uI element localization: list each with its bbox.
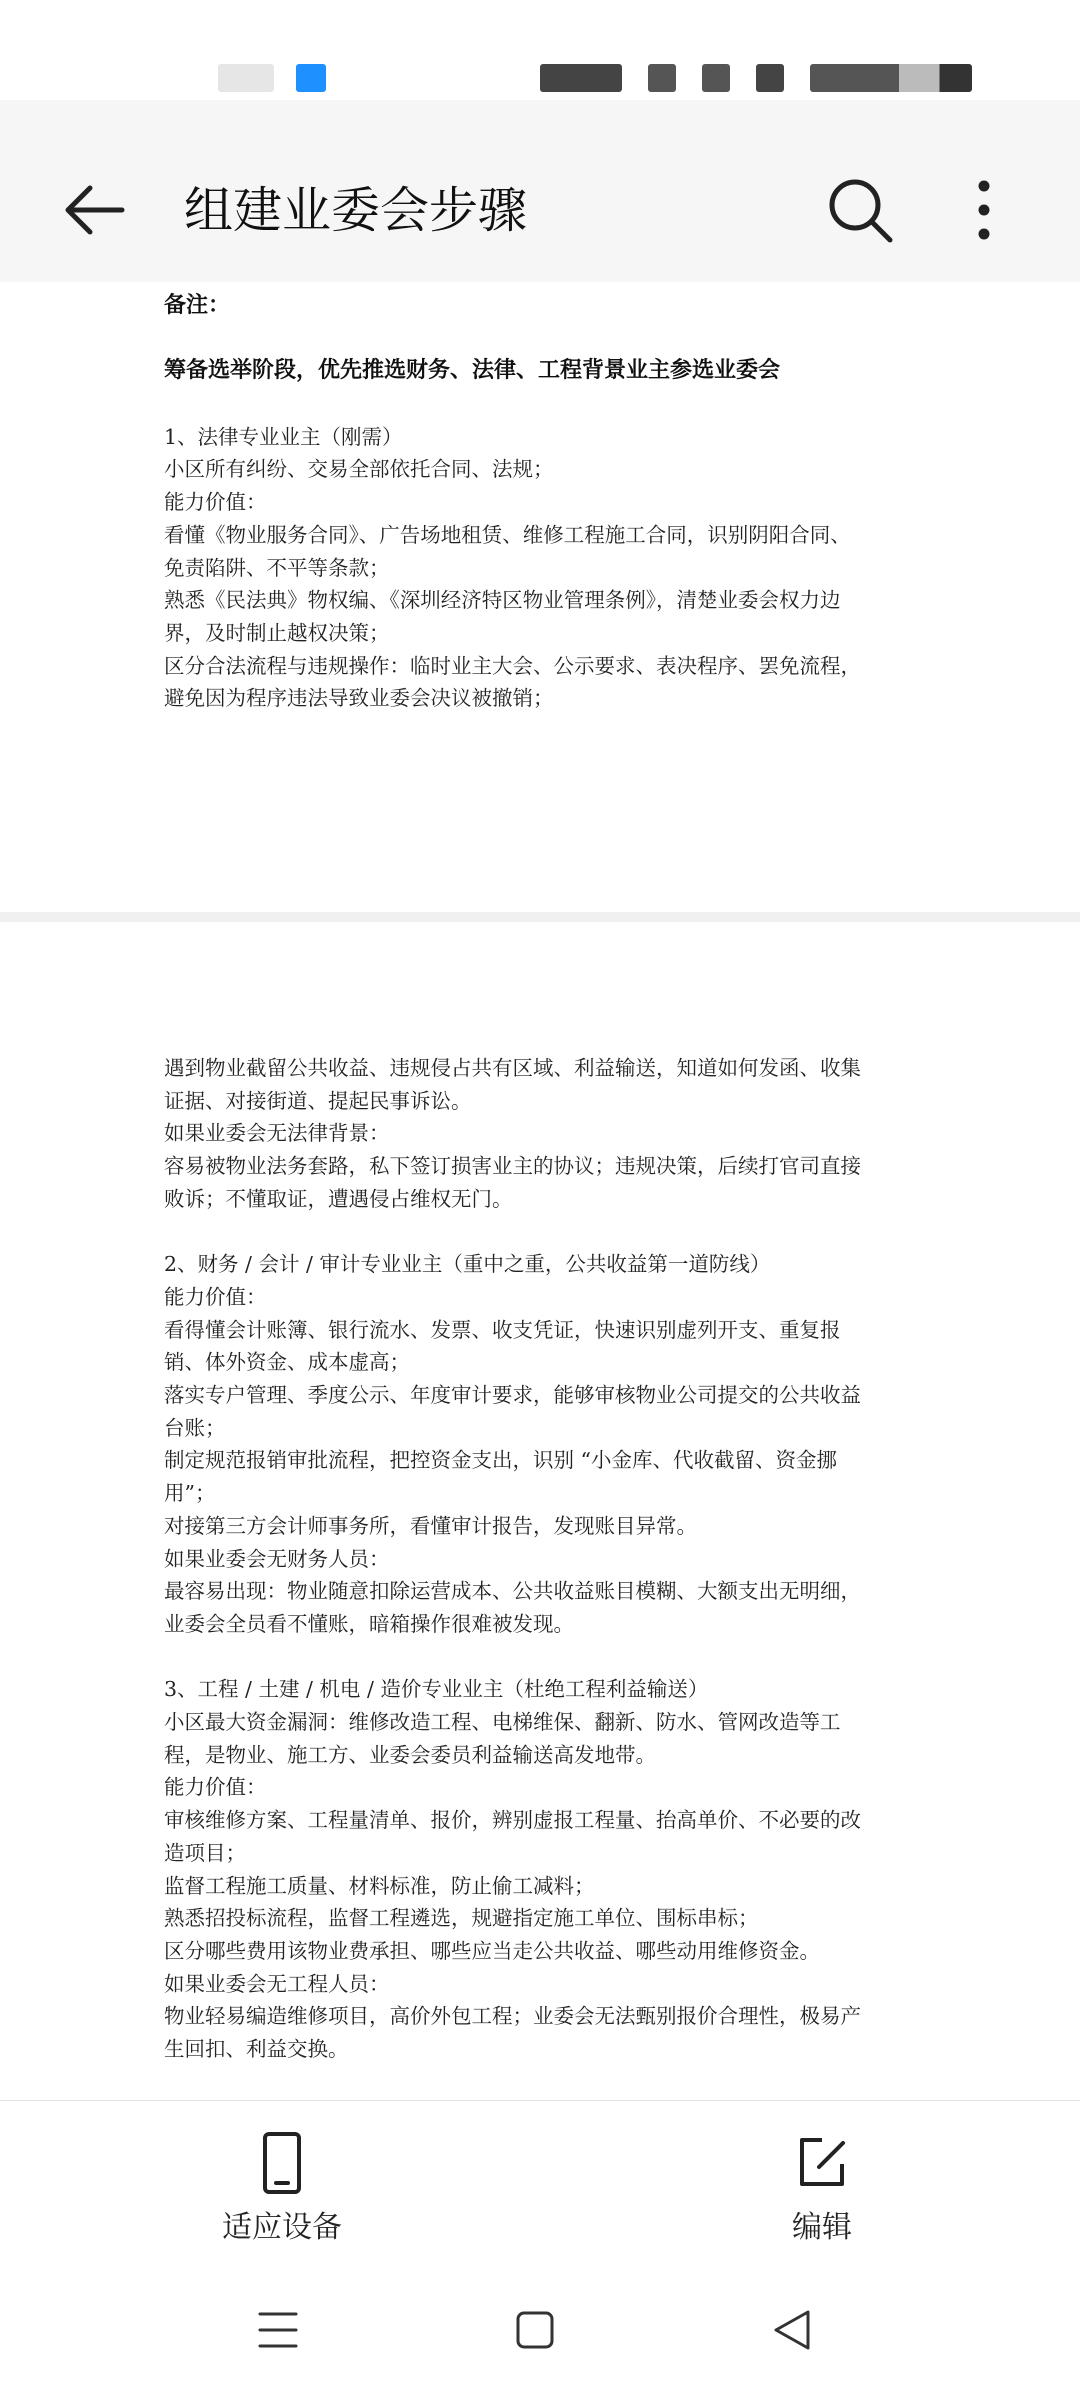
text-line: 区分哪些费用该物业费承担、哪些应当走公共收益、哪些动用维修资金。: [164, 1938, 820, 1963]
text-line: 制定规范报销审批流程，把控资金支出，识别 “小金库、代收截留、资金挪: [164, 1448, 837, 1473]
page-title: 组建业委会步骤: [184, 182, 528, 239]
adapt-device-button[interactable]: [182, 2130, 382, 2250]
text-line: 看得懂会计账簿、银行流水、发票、收支凭证，快速识别虚列开支、重复报: [164, 1317, 841, 1342]
page-divider: [0, 912, 1080, 922]
text-line: 生回扣、利益交换。: [164, 2037, 349, 2062]
text-line: 3、工程 / 土建 / 机电 / 造价专业业主（杜绝工程利益输送）: [164, 1677, 709, 1702]
text-line: 业委会全员看不懂账，暗箱操作很难被发现。: [164, 1611, 574, 1636]
text-line: 物业轻易编造维修项目，高价外包工程；业委会无法甄别报价合理性，极易产: [164, 2004, 861, 2029]
text-line: 程，是物业、施工方、业委会委员利益输送高发地带。: [164, 1742, 656, 1767]
text-line: 容易被物业法务套路，私下签订损害业主的协议；违规决策，后续打官司直接: [164, 1154, 861, 1179]
text-line: 遇到物业截留公共收益、违规侵占共有区域、利益输送，知道如何发函、收集: [164, 1056, 861, 1080]
status-indicator: [218, 64, 274, 92]
adapt-device-label: 适应设备: [222, 2210, 342, 2245]
app-header: [0, 100, 1080, 282]
text-line: 看懂《物业服务合同》、广告场地租赁、维修工程施工合同，识别阴阳合同、: [164, 522, 851, 547]
blank-line: [164, 388, 924, 421]
more-button[interactable]: [962, 172, 1006, 248]
text-line: 如果业委会无工程人员：: [164, 1971, 390, 1996]
square-icon: [505, 2300, 565, 2360]
document-text: [164, 290, 924, 715]
status-indicator: [756, 64, 784, 92]
text-line: 熟悉招投标流程，监督工程遴选，规避指定施工单位、围标串标；: [164, 1906, 759, 1931]
text-line: 避免因为程序违法导致业委会决议被撤销；: [164, 686, 554, 711]
nav-menu-button[interactable]: [248, 2300, 308, 2360]
section-heading: 筹备选举阶段，优先推选财务、法律、工程背景业主参选业委会: [164, 358, 781, 384]
text-line: 造项目；: [164, 1840, 246, 1865]
text-line: 界，及时制止越权决策；: [164, 621, 390, 645]
blank-line: [164, 1641, 924, 1674]
back-button[interactable]: [60, 175, 130, 245]
blank-line: [164, 323, 924, 356]
text-line: 能力价值：: [164, 490, 267, 515]
text-line: 对接第三方会计师事务所，看懂审计报告，发现账目异常。: [164, 1513, 697, 1538]
note-heading: 备注：: [164, 293, 231, 318]
document-page: [0, 922, 1080, 2100]
nav-back-button[interactable]: [762, 2300, 822, 2360]
edit-button[interactable]: [722, 2130, 922, 2250]
text-line: 2、财务 / 会计 / 审计专业业主（重中之重，公共收益第一道防线）: [164, 1252, 771, 1277]
text-line: 熟悉《民法典》物权编、《深圳经济特区物业管理条例》，清楚业委会权力边: [164, 588, 841, 613]
status-bar: [0, 0, 1080, 100]
text-line: 证据、对接街道、提起民事诉讼。: [164, 1088, 472, 1113]
status-indicator: [648, 64, 676, 92]
blank-line: [164, 1216, 924, 1249]
text-line: 免责陷阱、不平等条款；: [164, 555, 390, 580]
text-line: 最容易出现：物业随意扣除运营成本、公共收益账目模糊、大额支出无明细，: [164, 1579, 861, 1604]
text-line: 区分合法流程与违规操作：临时业主大会、公示要求、表决程序、罢免流程，: [164, 653, 861, 678]
text-line: 小区最大资金漏洞：维修改造工程、电梯维保、翻新、防水、管网改造等工: [164, 1710, 841, 1735]
text-line: 销、体外资金、成本虚高；: [164, 1350, 410, 1375]
status-indicator: [296, 64, 326, 92]
text-line: 1、法律专业业主（刚需）: [164, 424, 403, 449]
text-line: 用”；: [164, 1481, 216, 1506]
text-line: 落实专户管理、季度公示、年度审计要求，能够审核物业公司提交的公共收益: [164, 1383, 861, 1408]
text-line: 审核维修方案、工程量清单、报价，辨别虚报工程量、抬高单价、不必要的改: [164, 1808, 861, 1833]
text-line: 如果业委会无财务人员：: [164, 1546, 390, 1571]
status-indicator: [540, 64, 622, 92]
text-line: 败诉；不懂取证，遭遇侵占维权无门。: [164, 1186, 513, 1211]
document-text: [164, 1052, 924, 2066]
text-line: 台账；: [164, 1415, 226, 1440]
triangle-back-icon: [762, 2300, 822, 2360]
arrow-left-icon: [60, 175, 130, 245]
status-indicator: [810, 64, 972, 92]
text-line: 监督工程施工质量、材料标准，防止偷工减料；: [164, 1873, 595, 1898]
menu-icon: [248, 2300, 308, 2360]
edit-label: 编辑: [792, 2210, 852, 2245]
text-line: 能力价值：: [164, 1775, 267, 1800]
document-page: [0, 282, 1080, 912]
edit-icon: [792, 2130, 852, 2196]
text-line: 能力价值：: [164, 1284, 267, 1309]
more-vertical-icon: [962, 172, 1006, 248]
nav-home-button[interactable]: [505, 2300, 565, 2360]
status-indicator: [702, 64, 730, 92]
text-line: 如果业委会无法律背景：: [164, 1121, 390, 1146]
phone-icon: [252, 2130, 312, 2196]
text-line: 小区所有纠纷、交易全部依托合同、法规；: [164, 457, 554, 482]
search-icon: [822, 172, 898, 248]
search-button[interactable]: [822, 172, 898, 248]
